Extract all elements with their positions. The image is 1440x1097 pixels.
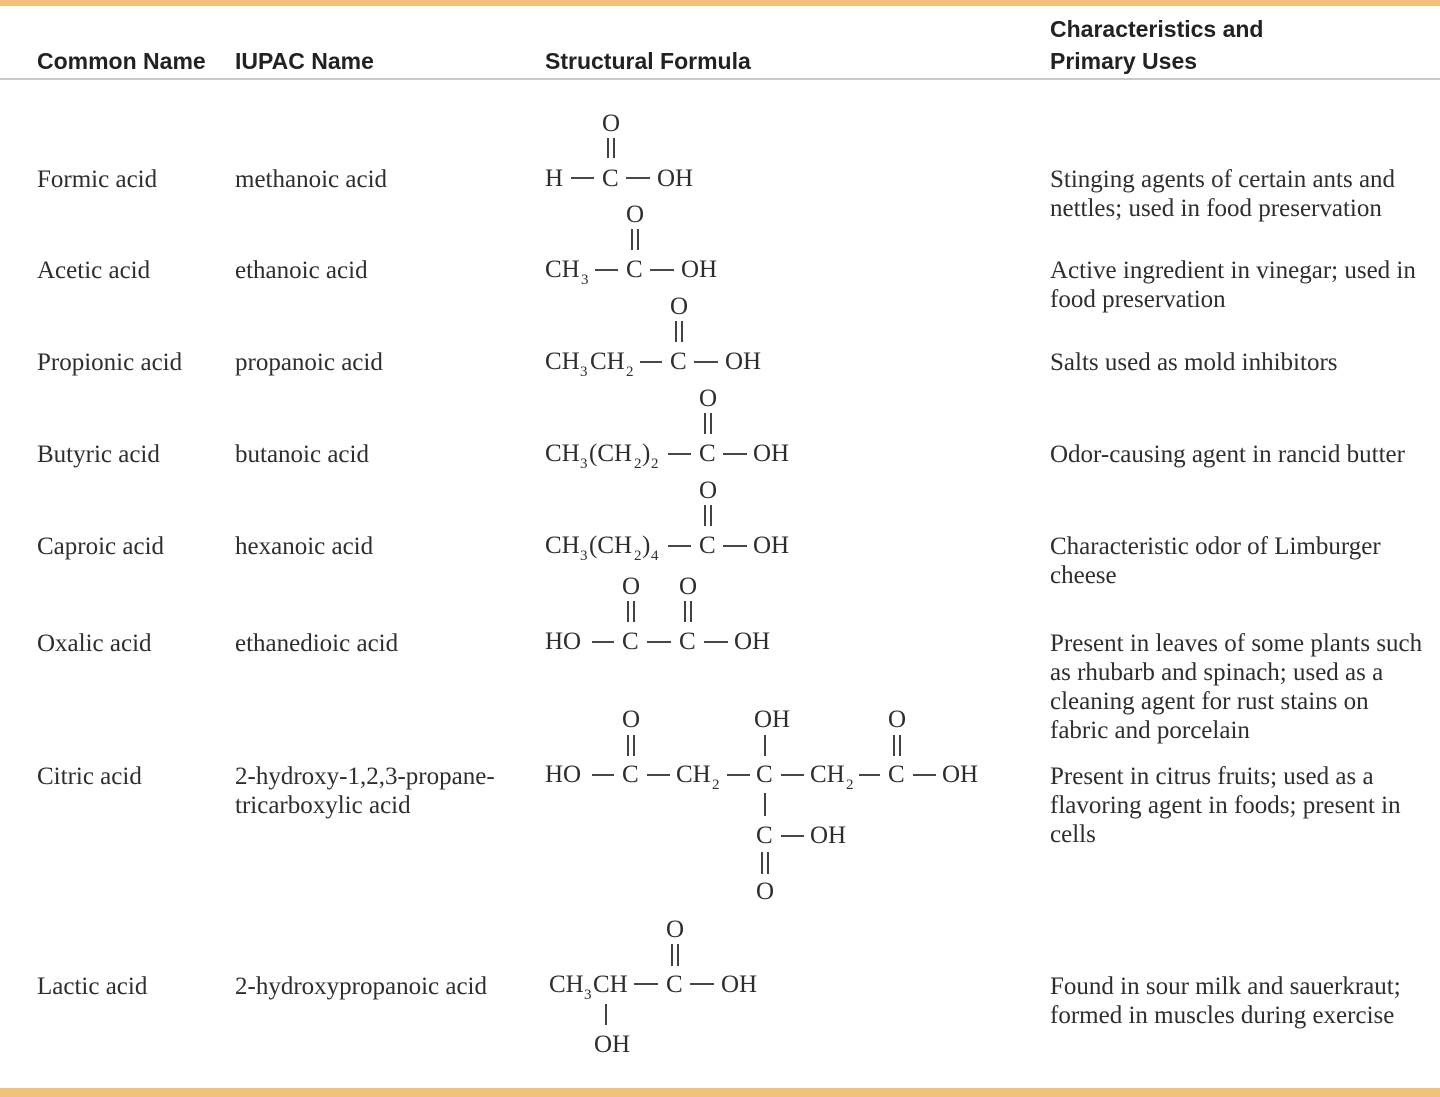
- svg-text:OH: OH: [754, 706, 791, 733]
- formula-citric: [545, 706, 978, 905]
- uses-lactic: Found in sour milk and sauerkraut; formed in muscles during exercise: [1050, 973, 1401, 1029]
- svg-text:): ): [642, 532, 651, 559]
- svg-text:C: C: [670, 348, 687, 375]
- formula-acetic: [545, 201, 717, 288]
- svg-text:3: 3: [580, 456, 588, 472]
- svg-text:C: C: [602, 165, 619, 192]
- uses-propionic: Salts used as mold inhibitors: [1050, 349, 1338, 376]
- svg-text:2: 2: [634, 456, 642, 472]
- iupac-name-formic: methanoic acid: [235, 166, 388, 193]
- svg-text:CH: CH: [590, 348, 625, 375]
- svg-text:): ): [642, 440, 651, 467]
- header-common-name: Common Name: [37, 48, 206, 74]
- svg-text:2: 2: [712, 777, 720, 793]
- svg-text:OH: OH: [942, 761, 979, 788]
- svg-text:(CH: (CH: [589, 440, 633, 467]
- svg-text:OH: OH: [734, 628, 771, 655]
- svg-text:(CH: (CH: [589, 532, 633, 559]
- svg-text:O: O: [888, 706, 907, 733]
- svg-text:HO: HO: [545, 761, 582, 788]
- svg-text:2: 2: [846, 777, 854, 793]
- uses-butyric: Odor-causing agent in rancid butter: [1050, 441, 1405, 468]
- svg-text:C: C: [756, 761, 773, 788]
- formula-butyric: [545, 385, 789, 472]
- uses-oxalic: Present in leaves of some plants such as rhubarb and spinach; used as a cleaning agent for rust stains on fabric and porcelain: [1050, 630, 1423, 744]
- svg-text:3: 3: [584, 987, 592, 1003]
- svg-text:3: 3: [580, 364, 588, 380]
- svg-text:OH: OH: [725, 348, 762, 375]
- uses-acetic: Active ingredient in vinegar; used in food preservation: [1050, 257, 1416, 313]
- iupac-name-caproic: hexanoic acid: [235, 533, 374, 560]
- header-uses-line1: Characteristics and: [1050, 16, 1264, 42]
- formula-lactic: [549, 916, 757, 1058]
- svg-text:O: O: [699, 385, 718, 412]
- uses-formic: Stinging agents of certain ants and nettles; used in food preservation: [1050, 166, 1396, 222]
- svg-text:OH: OH: [810, 822, 847, 849]
- iupac-name-lactic: 2-hydroxypropanoic acid: [235, 973, 488, 1000]
- uses-citric: Present in citrus fruits; used as a flavoring agent in foods; present in cells: [1050, 763, 1401, 848]
- svg-text:O: O: [670, 293, 689, 320]
- svg-text:CH: CH: [676, 761, 711, 788]
- svg-text:3: 3: [580, 548, 588, 564]
- svg-text:OH: OH: [753, 532, 790, 559]
- common-name-butyric: Butyric acid: [37, 441, 160, 468]
- svg-text:C: C: [699, 532, 716, 559]
- svg-text:OH: OH: [753, 440, 790, 467]
- svg-text:C: C: [622, 761, 639, 788]
- common-name-caproic: Caproic acid: [37, 533, 165, 560]
- svg-text:OH: OH: [594, 1031, 631, 1058]
- svg-text:O: O: [626, 201, 645, 228]
- svg-text:2: 2: [634, 548, 642, 564]
- header-uses-line2: Primary Uses: [1050, 48, 1198, 74]
- svg-text:O: O: [666, 916, 685, 943]
- svg-text:C: C: [666, 971, 683, 998]
- common-name-citric: Citric acid: [37, 763, 142, 790]
- svg-text:H: H: [545, 165, 564, 192]
- formula-oxalic: [545, 573, 770, 655]
- svg-text:C: C: [626, 256, 643, 283]
- iupac-name-citric: 2-hydroxy-1,2,3-propane-tricarboxylic acid: [235, 763, 495, 819]
- svg-text:CH: CH: [593, 971, 628, 998]
- formula-caproic: [545, 477, 789, 564]
- svg-text:OH: OH: [721, 971, 758, 998]
- header-structural-formula: Structural Formula: [545, 48, 751, 74]
- common-name-acetic: Acetic acid: [37, 257, 151, 284]
- svg-text:O: O: [622, 573, 641, 600]
- bottom-accent-rule: [0, 1088, 1440, 1097]
- svg-text:4: 4: [651, 548, 659, 564]
- svg-text:O: O: [679, 573, 698, 600]
- iupac-name-oxalic: ethanedioic acid: [235, 630, 399, 657]
- formula-formic: [545, 110, 693, 192]
- iupac-name-propionic: propanoic acid: [235, 349, 383, 376]
- common-name-propionic: Propionic acid: [37, 349, 183, 376]
- common-name-lactic: Lactic acid: [37, 973, 148, 1000]
- svg-text:O: O: [622, 706, 641, 733]
- svg-text:HO: HO: [545, 628, 582, 655]
- formula-propionic: [545, 293, 761, 380]
- svg-text:O: O: [602, 110, 621, 137]
- svg-text:C: C: [888, 761, 905, 788]
- svg-text:CH: CH: [545, 440, 580, 467]
- svg-text:OH: OH: [681, 256, 718, 283]
- common-name-oxalic: Oxalic acid: [37, 630, 152, 657]
- header-iupac-name: IUPAC Name: [235, 48, 374, 74]
- svg-text:CH: CH: [545, 256, 580, 283]
- uses-caproic: Characteristic odor of Limburger cheese: [1050, 533, 1381, 589]
- svg-text:C: C: [622, 628, 639, 655]
- svg-text:CH: CH: [545, 348, 580, 375]
- svg-text:C: C: [679, 628, 696, 655]
- svg-text:O: O: [756, 878, 775, 905]
- common-name-formic: Formic acid: [37, 166, 158, 193]
- svg-text:CH: CH: [545, 532, 580, 559]
- iupac-name-butyric: butanoic acid: [235, 441, 369, 468]
- svg-text:CH: CH: [549, 971, 584, 998]
- svg-text:O: O: [699, 477, 718, 504]
- svg-text:2: 2: [626, 364, 634, 380]
- svg-text:C: C: [699, 440, 716, 467]
- iupac-name-acetic: ethanoic acid: [235, 257, 368, 284]
- svg-text:3: 3: [581, 272, 589, 288]
- svg-text:C: C: [756, 822, 773, 849]
- svg-text:2: 2: [651, 456, 659, 472]
- svg-text:CH: CH: [810, 761, 845, 788]
- svg-text:OH: OH: [657, 165, 694, 192]
